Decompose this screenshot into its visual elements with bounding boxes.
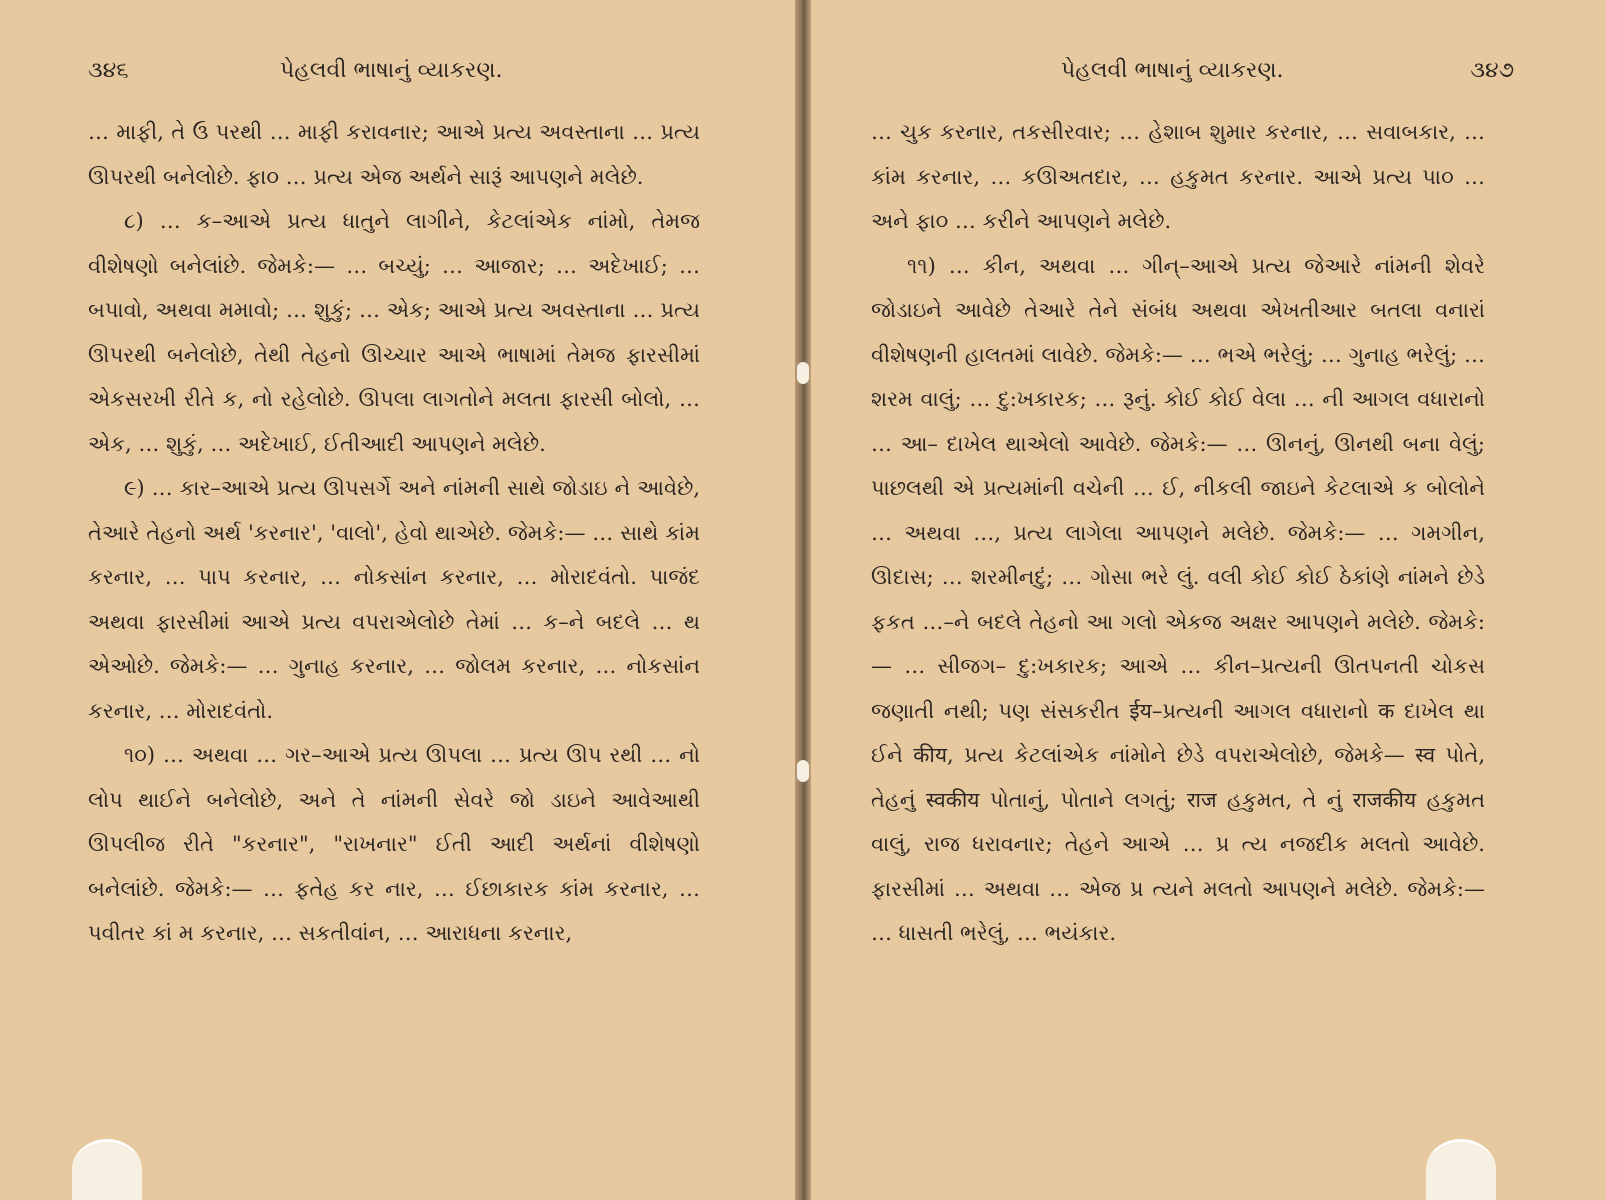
right-page-body [871,110,1485,956]
right-paragraph-2: ૧૧) … કીન, અથવા … ગીન્–આએ પ્રત્ય જેઆરે નાંમની શેવરે જોડાઇને આવેછે તેઆરે તેને સંબંધ અથવા એખતીઆર બતલા વનારાં વીશેષણની હાલતમાં લાવેછે. જેમકે:— … ભએ ભરેલું; … ગુનાહ ભરેલું; … શરમ વાલું; … દુ:ખકારક; … રૂનું. કોઈ કોઈ વેલા … ની આગલ વધારાનો … આ– દાખેલ થાએલો આવેછે. જેમકે:— … ઊનનું, ઊનથી બના વેલું; પાછલથી એ પ્રત્યમાંની વચેની … ઈ, નીકલી જાઇને કેટલાએ ક બોલોને … અથવા …, પ્રત્ય લાગેલા આપણને મલેછે. જેમકે:— … ગમગીન, ઊદાસ; … શરમીનદું; … ગોસા ભરે લું. વલી કોઈ કોઈ ઠેકાંણે નાંમને છેડે ફકત …–ને બદલે તેહનો આ ગલો એકજ અક્ષર આપણને મલેછે. જેમકે:— … સીજગ– દુ:ખકારક; આએ … કીન–પ્રત્યની ઊતપનતી ચોકસ જણાતી નથી; પણ સંસકરીત ईय–પ્રત્યની આગલ વધારાનો क દાખેલ થા ઈને कीय, પ્રત્ય કેટલાંએક નાંમોને છેડે વપરાએલોછે, જેમકે— स्व પોતે, તેહનું स्वकीय પોતાનું, પોતાને લગતું; राज હકુમત, તે નું राजकीय હકુમત વાલું, રાજ ધરાવનાર; તેહને આએ … પ્ર ત્ય નજદીક મલતો આવેછે. ફારસીમાં … અથવા … એજ પ્ર ત્યને મલતો આપણને મલેછે. જેમકે:— … ધાસતી ભરેલું, … ભયંકાર. [871,253,1485,945]
right-page-header [811,58,1606,92]
right-page [811,0,1606,1200]
left-paragraph-4: ૧૦) … અથવા … ગર–આએ પ્રત્ય ઊપલા … પ્રત્ય ઊપ રથી … નો લોપ થાઈને બનેલોછે, અને તે નાંમની સેવરે જો ડાઇને આવેઆથી ઊપલીજ રીતે "કરનાર", "રાખનાર" ઈતી આદી અર્થનાં વીશેષણો બનેલાંછે. જેમકે:— … ફતેહ કર નાર, … ઈછાકારક કાંમ કરનાર, … પવીતર કાં મ કરનાર, … સકતીવાંન, … આરાધના કરનાર, [88,743,700,945]
left-paragraph-2: ૮) … ક–આએ પ્રત્ય ધાતુને લાગીને, કેટલાંએક નાંમો, તેમજ વીશેષણો બનેલાંછે. જેમકે:— … બચ્યું; … આજાર; … અદેખાઈ; … બપાવો, અથવા મમાવો; … શુકું; … એક; આએ પ્રત્ય અવસ્તાના … પ્રત્ય ઊપરથી બનેલોછે, તેથી તેહનો ઊચ્ચાર આએ ભાષામાં તેમજ ફારસીમાં એકસરખી રીતે ક, નો રહેલોછે. ઊપલા લાગતોને મલતા ફારસી બોલો, … એક, … શુકું, … અદેખાઈ, ઈતીઆદી આપણને મલેછે. [88,209,700,456]
left-page-header [0,58,795,92]
binding-hole [797,362,809,384]
book-gutter [795,0,811,1200]
left-page-number: ૩૪૬ [88,58,129,83]
left-page-body [88,110,700,956]
left-page [0,0,795,1200]
left-page-torn-corner [72,1139,142,1200]
left-paragraph-1: … માફી, તે ઉ પરથી … માફી કરાવનાર; આએ પ્રત્ય અવસ્તાના … પ્રત્ય ઊપરથી બનેલોછે. ફા૦ … પ્રત્ય એજ અર્થને સારૂં આપણને મલેછે. [88,120,700,189]
right-page-torn-corner [1426,1139,1496,1200]
left-paragraph-3: ૯) … કાર–આએ પ્રત્ય ઊપસર્ગે અને નાંમની સાથે જોડાઇ ને આવેછે, તેઆરે તેહનો અર્થ 'કરનાર', 'વાલો', હેવો થાએછે. જેમકે:— … સાથે કાંમ કરનાર, … પાપ કરનાર, … નોકસાંન કરનાર, … મોરાદવંતો. પાજંદ અથવા ફારસીમાં આએ પ્રત્ય વપરાએલોછે તેમાં … ક–ને બદલે … થ એઓછે. જેમકે:— … ગુનાહ કરનાર, … જોલમ કરનાર, … નોકસાંન કરનાર, … મોરાદવંતો. [88,476,700,723]
right-page-number: ૩૪૭ [1470,58,1514,83]
right-paragraph-1: … ચુક કરનાર, તકસીરવાર; … હેશાબ શુમાર કરનાર, … સવાબકાર, … કાંમ કરનાર, … કઊઅતદાર, … હકુમત કરનાર. આએ પ્રત્ય પા૦ … અને ફા૦ … કરીને આપણને મલેછે. [871,120,1485,233]
left-running-head: પેહલવી ભાષાનું વ્યાકરણ. [280,58,503,83]
right-running-head: પેહલવી ભાષાનું વ્યાકરણ. [1061,58,1284,83]
binding-hole [797,760,809,782]
